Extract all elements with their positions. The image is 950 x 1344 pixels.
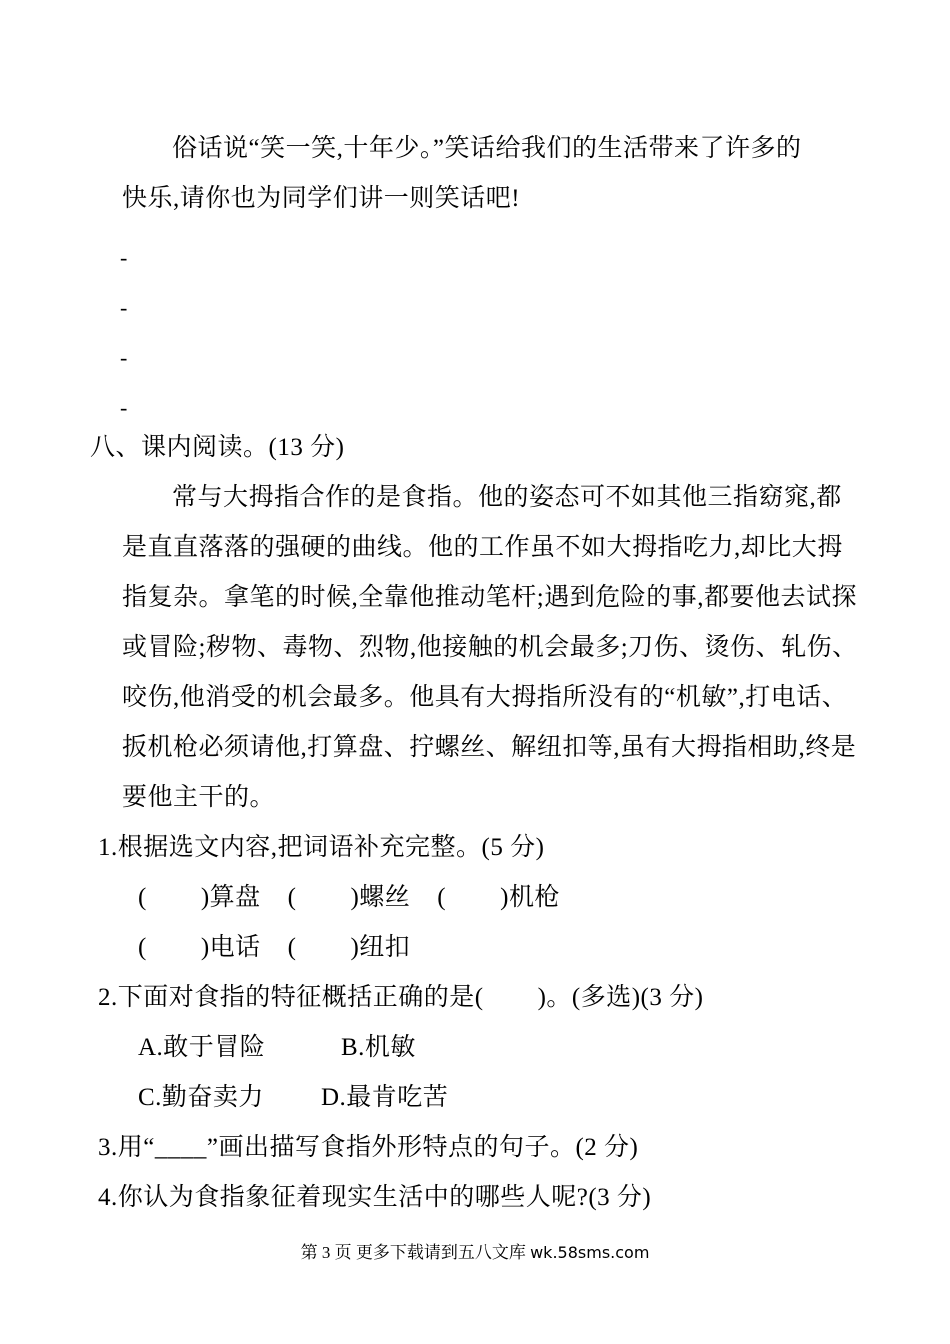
- passage-line-2: 是直直落落的强硬的曲线。他的工作虽不如大拇指吃力,却比大拇: [122, 534, 843, 561]
- option-c: C.勤奋卖力: [138, 1084, 264, 1111]
- option-b: B.机敏: [341, 1034, 416, 1061]
- passage-line-1: 常与大拇指合作的是食指。他的姿态可不如其他三指窈窕,都: [172, 484, 842, 511]
- answer-line-2: -: [120, 295, 128, 320]
- answer-line-3: -: [120, 345, 128, 370]
- question-1: 1.根据选文内容,把词语补充完整。(5 分): [98, 834, 545, 861]
- footer-page-text: 第 3 页 更多下载请到五八文库: [300, 1243, 531, 1262]
- answer-line-1: -: [120, 245, 128, 270]
- passage-line-3: 指复杂。拿笔的时候,全靠他推动笔杆;遇到危险的事,都要他去试探: [122, 584, 857, 611]
- prompt-line-1: 俗话说“笑一笑,十年少。”笑话给我们的生活带来了许多的: [172, 135, 802, 162]
- question-1-blanks-row-1: ( )算盘 ( )螺丝 ( )机枪: [138, 884, 560, 911]
- section-heading: 八、课内阅读。(13 分): [90, 434, 345, 461]
- prompt-line-2: 快乐,请你也为同学们讲一则笑话吧!: [122, 185, 521, 212]
- passage-line-6: 扳机枪必须请他,打算盘、拧螺丝、解纽扣等,虽有大拇指相助,终是: [122, 734, 857, 761]
- passage-line-5: 咬伤,他消受的机会最多。他具有大拇指所没有的“机敏”,打电话、: [122, 684, 848, 711]
- question-2: 2.下面对食指的特征概括正确的是( )。(多选)(3 分): [98, 984, 704, 1011]
- passage-line-7: 要他主干的。: [122, 784, 276, 811]
- answer-line-4: -: [120, 395, 128, 420]
- question-1-blanks-row-2: ( )电话 ( )纽扣: [138, 934, 411, 961]
- footer-site-link[interactable]: wk.58sms.com: [530, 1243, 650, 1262]
- passage-line-4: 或冒险;秽物、毒物、烈物,他接触的机会最多;刀伤、烫伤、轧伤、: [122, 634, 858, 661]
- question-3: 3.用“____”画出描写食指外形特点的句子。(2 分): [98, 1134, 639, 1161]
- page-footer: [0, 1242, 950, 1264]
- question-4: 4.你认为食指象征着现实生活中的哪些人呢?(3 分): [98, 1184, 652, 1211]
- option-a: A.敢于冒险: [138, 1034, 266, 1061]
- option-d: D.最肯吃苦: [321, 1084, 449, 1111]
